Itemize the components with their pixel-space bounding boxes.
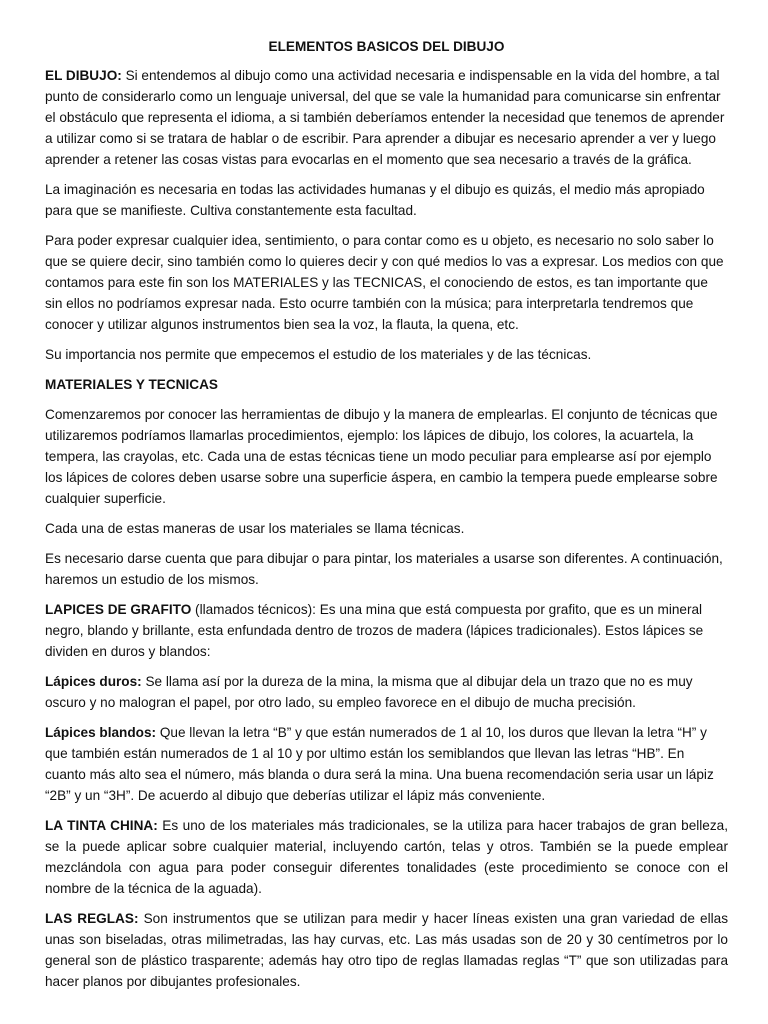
paragraph-lead: LA TINTA CHINA: (45, 818, 158, 833)
paragraph-text: Es necesario darse cuenta que para dibujar o para pintar, los materiales a usarse son diferentes. A continuación, haremos un estudio de los mismos. (45, 551, 723, 587)
paragraph-text: Comenzaremos por conocer las herramientas de dibujo y la manera de emplearlas. El conjunto de técnicas que utilizaremos podríamos llamarlas procedimientos, ejemplo: los lápices de dibujo, los colores, la acuartela, la tempera, las crayolas, etc. Cada una de estas técnicas tiene un modo peculiar para emplearse así por ejemplo los lápices de colores deben usarse sobre una superficie áspera, en cambio la tempera puede emplearse sobre cualquier superficie. (45, 407, 718, 506)
paragraph-lead: LAS REGLAS: (45, 911, 139, 926)
section-heading: MATERIALES Y TECNICAS (45, 377, 218, 392)
paragraph-text: Cada una de estas maneras de usar los materiales se llama técnicas. (45, 521, 465, 536)
paragraph-lead: EL DIBUJO: (45, 68, 122, 83)
paragraph-herramientas (45, 404, 728, 509)
paragraph-lapices-blandos (45, 722, 728, 806)
document-title: ELEMENTOS BASICOS DEL DIBUJO (268, 39, 505, 54)
paragraph-text: Si entendemos al dibujo como una actividad necesaria e indispensable en la vida del hombre, a tal punto de considerarlo como un lenguaje universal, del que se vale la humanidad para comunicarse sin enfrentar el obstáculo que representa el idioma, a si también deberíamos entender la necesidad que tenemos de aprender a utilizar como si se tratara de hablar o de escribir. Para aprender a dibujar es necesario aprender a ver y luego aprender a retener las cosas vistas para evocarlas en el momento que sea necesario a través de la gráfica. (45, 68, 725, 167)
paragraph-necesario (45, 548, 728, 590)
paragraph-lead: LAPICES DE GRAFITO (45, 602, 192, 617)
paragraph-el-dibujo (45, 65, 728, 170)
paragraph-text: Su importancia nos permite que empecemos el estudio de los materiales y de las técnicas. (45, 347, 592, 362)
paragraph-lapices-grafito (45, 599, 728, 662)
paragraph-tecnicas (45, 518, 728, 539)
paragraph-text: (llamados técnicos): Es una mina que está compuesta por grafito, que es un mineral negro, blando y brillante, esta enfundada dentro de trozos de madera (lápices tradicionales). Estos lápices se dividen en duros y blandos: (45, 602, 704, 659)
paragraph-lead: Lápices duros: (45, 674, 142, 689)
paragraph-text: La imaginación es necesaria en todas las actividades humanas y el dibujo es quizás, el medio más apropiado para que se manifieste. Cultiva constantemente esta facultad. (45, 182, 705, 218)
paragraph-text: Se llama así por la dureza de la mina, la misma que al dibujar dela un trazo que no es muy oscuro y no malogran el papel, por otro lado, su empleo favorece en el dibujo de mucha precisión. (45, 674, 693, 710)
paragraph-text: Para poder expresar cualquier idea, sentimiento, o para contar como es u objeto, es necesario no solo saber lo que se quiere decir, sino también como lo quieres decir y con qué medios lo vas a expresar. Los medios con que contamos para este fin son los MATERIALES y las TECNICAS, el conociendo de estos, es tan importante que sin ellos no podríamos expresar nada. Esto ocurre también con la música; para interpretarla tendremos que conocer y utilizar algunos instrumentos bien sea la voz, la flauta, la quena, etc. (45, 233, 724, 332)
paragraph-imaginacion (45, 179, 728, 221)
paragraph-reglas (45, 908, 728, 992)
paragraph-text: Es uno de los materiales más tradicionales, se la utiliza para hacer trabajos de gran belleza, se la puede aplicar sobre cualquier material, incluyendo cartón, telas y otros. También se la puede emplear mezclándola con agua para poder conseguir diferentes tonalidades (este procedimiento se conoce con el nombre de la técnica de la aguada). (45, 818, 728, 896)
section-heading-materiales (45, 374, 728, 395)
paragraph-expresar (45, 230, 728, 335)
paragraph-lapices-duros (45, 671, 728, 713)
paragraph-lead: Lápices blandos: (45, 725, 157, 740)
paragraph-tinta-china (45, 815, 728, 899)
paragraph-text: Son instrumentos que se utilizan para medir y hacer líneas existen una gran variedad de ellas unas son biseladas, otras milimetradas, las hay curvas, etc. Las más usadas son de 20 y 30 centímetros por lo general son de plástico trasparente; además hay otro tipo de reglas llamadas reglas “T” que son utilizadas para hacer planos por dibujantes profesionales. (45, 911, 728, 989)
paragraph-text: Que llevan la letra “B” y que están numerados de 1 al 10, los duros que llevan la letra “H” y que también están numerados de 1 al 10 y por ultimo están los semiblandos que llevan las letras “HB”. En cuanto más alto sea el número, más blanda o dura será la mina. Una buena recomendación seria usar un lápiz “2B” y un “3H”. De acuerdo al dibujo que deberías utilizar el lápiz más conveniente. (45, 725, 714, 803)
paragraph-importancia (45, 344, 728, 365)
